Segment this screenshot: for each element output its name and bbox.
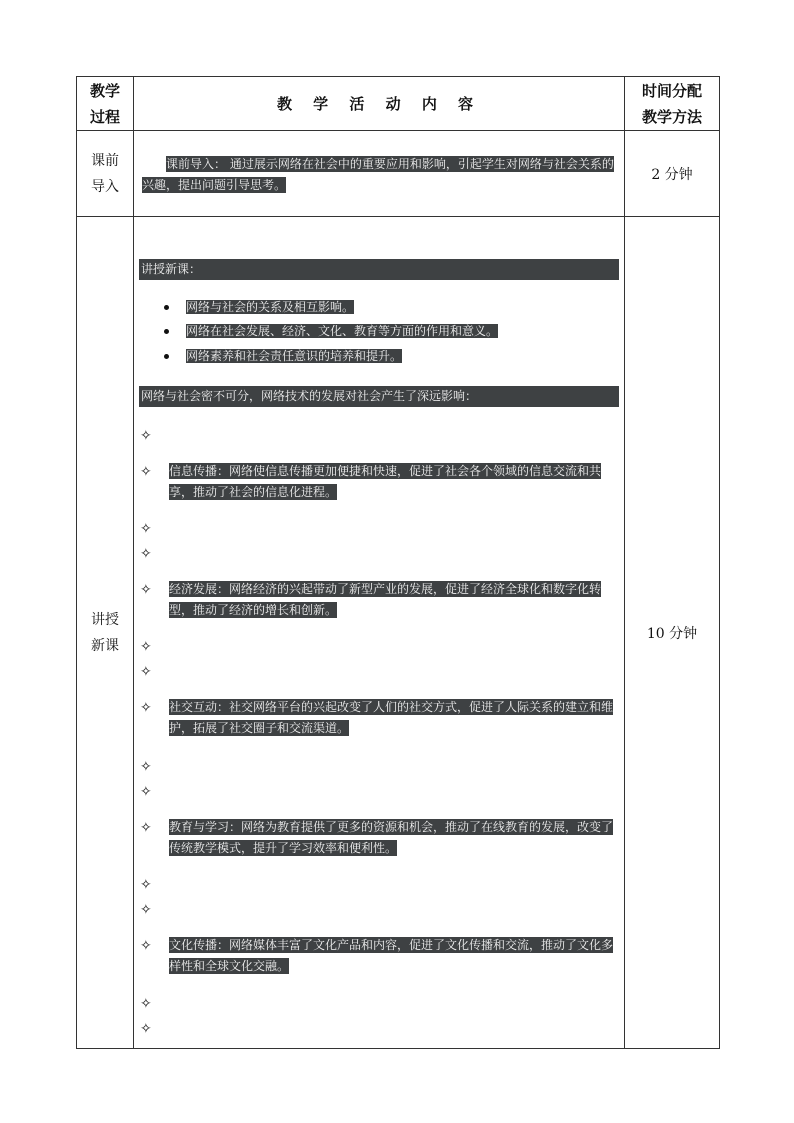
diamond-bullet-icon: ✧ [140, 759, 152, 775]
new-lesson-statement: 网络与社会密不可分，网络技术的发展对社会产生了深远影响： [139, 386, 619, 407]
diamond-bullet-icon: ✧ [140, 877, 152, 893]
new-lesson-time: 10 分钟 [625, 217, 720, 1049]
diamond-bullet-icon: ✧ [140, 639, 152, 655]
diamond-bullet-icon: ✧ [140, 784, 152, 800]
diamond-bullet-icon: ✧ [140, 464, 152, 480]
diamond-bullet-icon: ✧ [140, 1021, 152, 1037]
point-text: 信息传播：网络使信息传播更加便捷和快速，促进了社会各个领域的信息交流和共享，推动了社会的信息化进程。 [169, 464, 602, 499]
intro-time: 2 分钟 [625, 131, 720, 217]
diamond-bullet-icon: ✧ [140, 521, 152, 537]
header-process-line1: 教学 [89, 81, 120, 100]
diamond-bullet-icon: ✧ [140, 582, 152, 598]
bullet-dot-icon [164, 329, 169, 334]
intro-content [134, 131, 625, 217]
new-lesson-label [77, 217, 134, 1049]
point-social [169, 697, 619, 739]
point-text: 教育与学习：网络为教育提供了更多的资源和机会，推动了在线教育的发展，改变了传统教学模式，提升了学习效率和便利性。 [169, 820, 614, 855]
header-time-line: 时间分配 [641, 81, 702, 100]
header-content: 教 学 活 动 内 容 [134, 77, 625, 131]
diamond-bullet-icon: ✧ [140, 902, 152, 918]
bullet-item [164, 322, 498, 340]
header-method-line: 教学方法 [641, 107, 702, 126]
diamond-bullet-icon: ✧ [140, 700, 152, 716]
header-process-line2: 过程 [89, 107, 120, 126]
bullet-dot-icon [164, 354, 169, 359]
diamond-bullet-icon: ✧ [140, 664, 152, 680]
header-time-method [625, 77, 720, 131]
bullet-text: 网络与社会的关系及相互影响。 [186, 300, 355, 314]
point-education [169, 817, 619, 859]
point-culture [169, 935, 619, 977]
intro-label-line2: 导入 [91, 178, 119, 195]
intro-label-line1: 课前 [91, 152, 119, 169]
bullet-text: 网络素养和社会责任意识的培养和提升。 [186, 349, 403, 363]
point-text: 经济发展：网络经济的兴起带动了新型产业的发展，促进了经济全球化和数字化转型，推动了经济的增长和创新。 [169, 582, 602, 617]
header-process [77, 77, 134, 131]
bullet-item [164, 298, 354, 316]
lesson-plan-table [76, 76, 720, 1049]
point-text: 社交互动：社交网络平台的兴起改变了人们的社交方式，促进了人际关系的建立和维护，拓展了社交圈子和交流渠道。 [169, 700, 614, 735]
new-lesson-heading: 讲授新课： [139, 259, 619, 280]
bullet-item [164, 347, 402, 365]
new-lesson-content [134, 217, 625, 1049]
new-lesson-label-line2: 新课 [91, 637, 119, 654]
diamond-bullet-icon: ✧ [140, 996, 152, 1012]
intro-label [77, 131, 134, 217]
intro-row [77, 131, 720, 217]
intro-text: 课前导入： 通过展示网络在社会中的重要应用和影响，引起学生对网络与社会关系的兴趣，提出问题引导思考。 [142, 156, 614, 192]
header-row [77, 77, 720, 131]
bullet-dot-icon [164, 305, 169, 310]
diamond-bullet-icon: ✧ [140, 938, 152, 954]
new-lesson-label-line1: 讲授 [91, 611, 119, 628]
new-lesson-row [77, 217, 720, 1049]
point-economy [169, 579, 619, 621]
point-information [169, 461, 619, 503]
point-text: 文化传播：网络媒体丰富了文化产品和内容，促进了文化传播和交流，推动了文化多样性和全球文化交融。 [169, 938, 614, 973]
diamond-bullet-icon: ✧ [140, 820, 152, 836]
diamond-bullet-icon: ✧ [140, 546, 152, 562]
diamond-bullet-icon: ✧ [140, 428, 152, 444]
bullet-text: 网络在社会发展、经济、文化、教育等方面的作用和意义。 [186, 324, 499, 338]
